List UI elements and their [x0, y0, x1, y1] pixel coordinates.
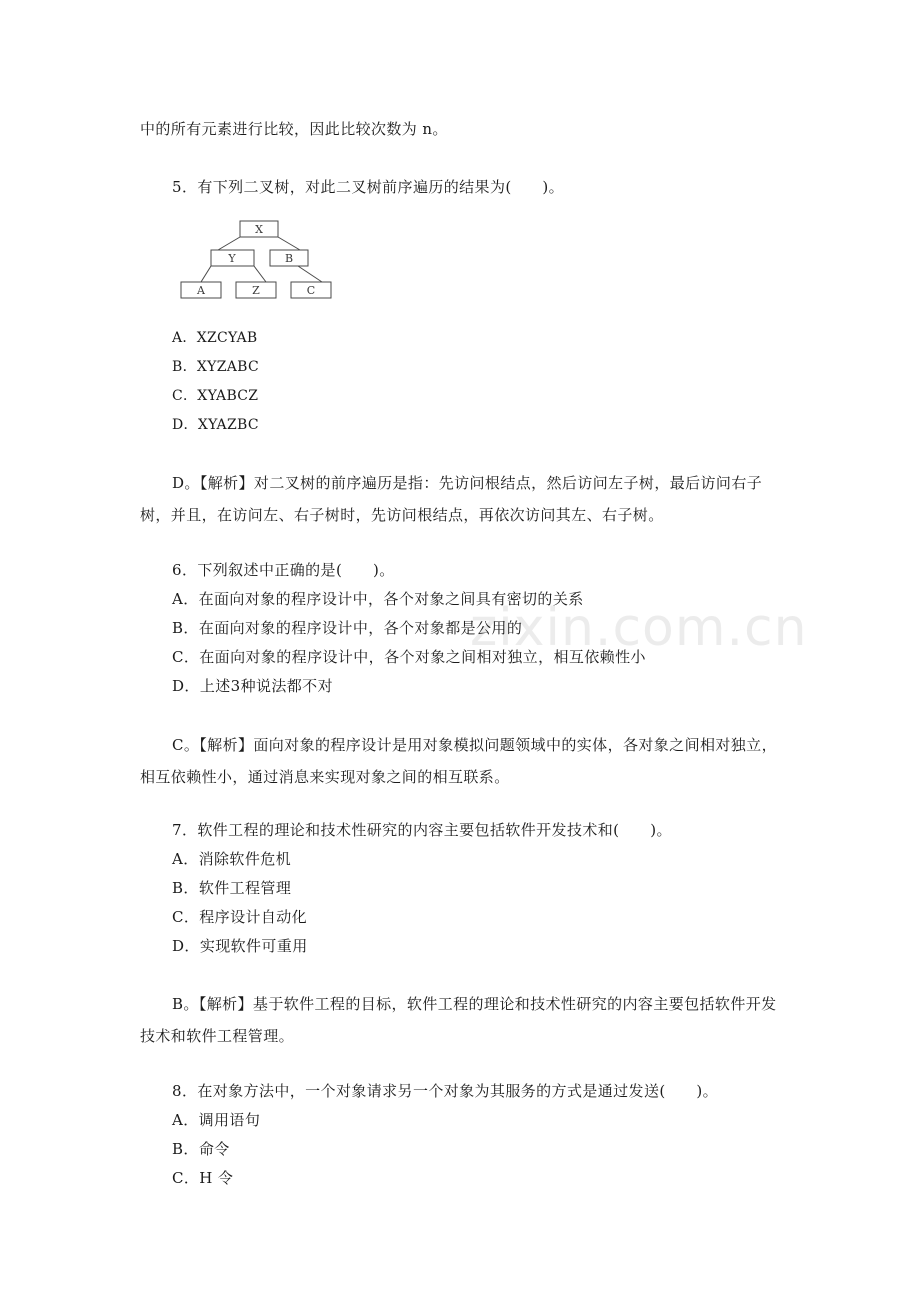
edge-x-y [218, 237, 240, 250]
q6-option-a: A．在面向对象的程序设计中，各个对象之间具有密切的关系 [172, 590, 584, 608]
node-lr-label: Z [252, 284, 260, 297]
edge-y-z [254, 266, 266, 282]
q8-option-b: B．命令 [172, 1140, 230, 1158]
q6-option-b: B．在面向对象的程序设计中，各个对象都是公用的 [172, 619, 523, 637]
node-ll-label: A [197, 284, 205, 297]
node-rl-label: C [306, 284, 316, 297]
q8-option-a: A．调用语句 [172, 1111, 261, 1129]
q6-analysis: C。【解析】面向对象的程序设计是用对象模拟问题领域中的实体，各对象之间相对独立，相互依赖性小，通过消息来实现对象之间的相互联系。 [140, 736, 777, 786]
question-6-stem: 6．下列叙述中正确的是( )。 [172, 561, 395, 579]
q6-option-c: C．在面向对象的程序设计中，各个对象之间相对独立，相互依赖性小 [172, 648, 646, 666]
question-8-stem: 8．在对象方法中，一个对象请求另一个对象为其服务的方式是通过发送( )。 [172, 1082, 719, 1100]
q7-option-b: B．软件工程管理 [172, 879, 292, 897]
q6-option-d: D．上述3种说法都不对 [172, 677, 333, 695]
watermark: zixin.com.cn [470, 598, 808, 658]
q7-option-c: C．程序设计自动化 [172, 908, 308, 926]
q7-option-a: A．消除软件危机 [172, 850, 292, 868]
q5-option-c: C．XYABCZ [172, 388, 259, 404]
node-root-label: X [255, 223, 263, 236]
edge-b-c [298, 266, 322, 282]
q5-option-a: A．XZCYAB [172, 330, 258, 346]
q5-option-d: D．XYAZBC [172, 417, 259, 433]
edge-x-b [278, 237, 300, 250]
q7-analysis: B。【解析】基于软件工程的目标，软件工程的理论和技术性研究的内容主要包括软件开发技术和软件工程管理。 [140, 995, 777, 1045]
q8-option-c: C．H 令 [172, 1169, 234, 1187]
question-5-stem: 5．有下列二叉树，对此二叉树前序遍历的结果为( )。 [172, 178, 565, 196]
question-7-stem: 7．软件工程的理论和技术性研究的内容主要包括软件开发技术和( )。 [172, 821, 672, 839]
intro-line: 中的所有元素进行比较，因此比较次数为 n。 [140, 120, 448, 138]
binary-tree-diagram [170, 210, 350, 310]
node-right-label: B [284, 252, 294, 265]
q7-option-d: D．实现软件可重用 [172, 937, 308, 955]
edge-y-a [201, 266, 211, 282]
node-left-label: Y [228, 252, 236, 265]
q5-option-b: B．XYZABC [172, 359, 259, 375]
q5-analysis: D。【解析】对二叉树的前序遍历是指：先访问根结点，然后访问左子树，最后访问右子树，并且，在访问左、右子树时，先访问根结点，再依次访问其左、右子树。 [140, 474, 763, 524]
